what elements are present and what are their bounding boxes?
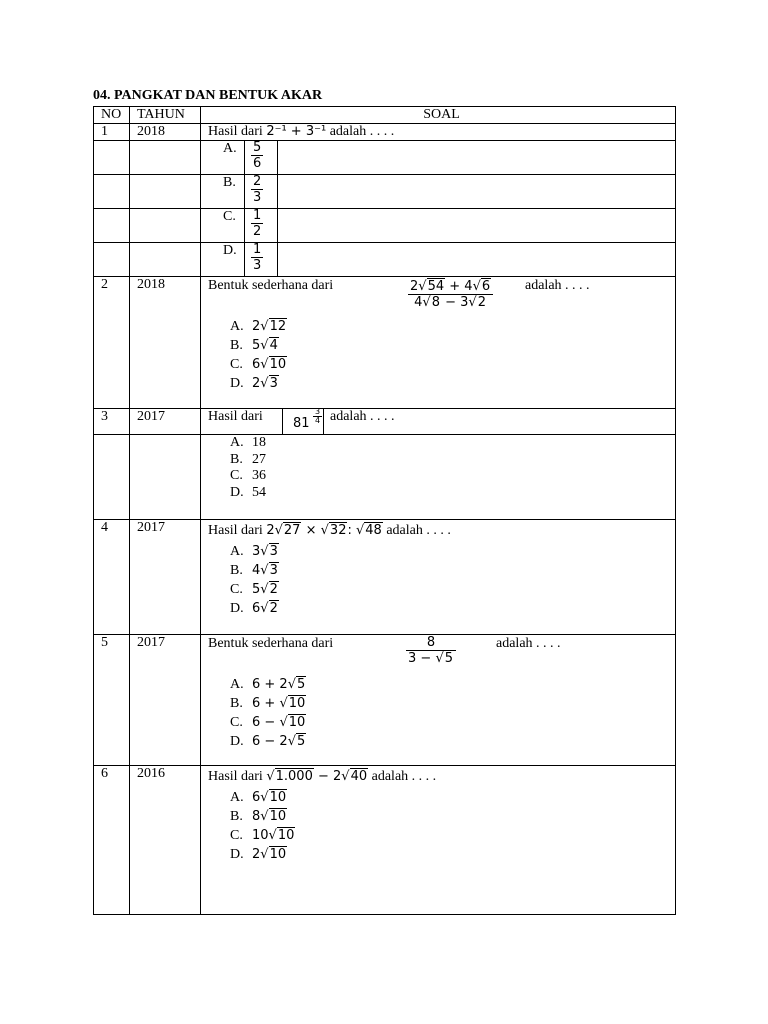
q1-expr: 2⁻¹ + 3⁻¹ — [266, 124, 327, 139]
q5-no: 5 — [94, 635, 130, 766]
q5-fraction: $\frac{8}{3 - √5}$ — [406, 635, 456, 666]
question-6-row — [94, 766, 676, 915]
q5-option-a[interactable]: A. 6 + 2√5 — [230, 677, 306, 692]
q2-option-b[interactable]: B. 5√4 — [230, 338, 278, 353]
question-4-row — [94, 520, 676, 635]
questions-table — [93, 106, 676, 915]
q2-option-d[interactable]: D. 2√3 — [230, 376, 278, 391]
q1-year: 2018 — [130, 124, 201, 141]
q3-option-c[interactable]: C. 36 — [230, 468, 266, 483]
q6-option-b[interactable]: B. 8√10 — [230, 809, 287, 824]
header-soal: SOAL — [201, 107, 676, 124]
q6-year: 2016 — [130, 766, 201, 915]
q6-no: 6 — [94, 766, 130, 915]
q3-expr-box: 81 $\frac{3}{4}$ — [282, 408, 324, 434]
q2-content: Bentuk sederhana dari $\frac{2√54 + 4√6}{4√8 - 3√2}$ adalah . . . . A. 2√12 B. 5√4 C. 6√10 D. 2√3 — [201, 277, 676, 409]
q2-option-a[interactable]: A. 2√12 — [230, 319, 287, 334]
q4-option-d[interactable]: D. 6√2 — [230, 601, 278, 616]
q1-option-c[interactable]: C. $\frac{1}{2}$ — [201, 209, 675, 242]
q3-option-b[interactable]: B. 27 — [230, 451, 266, 467]
q4-option-c[interactable]: C. 5√2 — [230, 582, 278, 597]
question-2-row — [94, 277, 676, 409]
q1-option-a-row — [94, 141, 676, 175]
q1-option-b[interactable]: B. $\frac{2}{3}$ — [201, 175, 675, 208]
q2-fraction: $\frac{2√54 + 4√6}{4√8 - 3√2}$ — [408, 279, 493, 310]
q5-content: Bentuk sederhana dari $\frac{8}{3 - √5}$ adalah . . . . A. 6 + 2√5 B. 6 + √10 C. 6 − √10 D. 6 − 2√5 — [201, 635, 676, 766]
q1-option-c-row — [94, 209, 676, 243]
q6-option-d[interactable]: D. 2√10 — [230, 847, 287, 862]
q4-option-b[interactable]: B. 4√3 — [230, 563, 278, 578]
question-5-row — [94, 635, 676, 766]
q3-option-d[interactable]: D. 54 — [230, 484, 266, 500]
q2-year: 2018 — [130, 277, 201, 409]
q1-option-d-row — [94, 243, 676, 277]
q4-content — [201, 520, 676, 635]
q1-option-b-fraction: $\frac{2}{3}$ — [253, 174, 262, 205]
q1-option-a[interactable]: A. $\frac{5}{6}$ — [201, 141, 675, 174]
q2-option-c[interactable]: C. 6√10 — [230, 357, 287, 372]
q1-option-a-fraction: $\frac{5}{6}$ — [253, 140, 262, 171]
q4-year: 2017 — [130, 520, 201, 635]
q1-option-b-row — [94, 175, 676, 209]
q2-stem: Bentuk sederhana dari — [208, 278, 334, 293]
question-3-row — [94, 409, 676, 435]
q5-stem: Bentuk sederhana dari — [208, 636, 334, 651]
q1-no: 1 — [94, 124, 130, 141]
q5-option-b[interactable]: B. 6 + √10 — [230, 696, 306, 711]
q3-options — [201, 435, 676, 520]
q3-options-row — [94, 435, 676, 520]
question-1-row — [94, 124, 676, 141]
q5-option-c[interactable]: C. 6 − √10 — [230, 715, 306, 730]
q1-stem: Hasil dari 2⁻¹ + 3⁻¹ adalah . . . . — [201, 124, 676, 141]
q3-stem: Hasil dari 81 $\frac{3}{4}$ adalah . . . . — [201, 409, 676, 435]
q1-option-c-fraction: $\frac{1}{2}$ — [253, 208, 262, 239]
q6-content — [201, 766, 676, 915]
q4-stem: Hasil dari 2√27 × √32: √48 adalah . . . . — [208, 523, 451, 538]
q3-option-a[interactable]: A. 18 — [230, 435, 266, 450]
table-header — [94, 107, 676, 124]
q3-no: 3 — [94, 409, 130, 435]
page-title: 04. PANGKAT DAN BENTUK AKAR — [93, 88, 323, 103]
header-year: TAHUN — [130, 107, 201, 124]
q2-no: 2 — [94, 277, 130, 409]
q6-stem: Hasil dari √1.000 − 2√40 adalah . . . . — [208, 769, 437, 784]
q6-option-a[interactable]: A. 6√10 — [230, 790, 287, 805]
q4-no: 4 — [94, 520, 130, 635]
q1-option-d[interactable]: D. $\frac{1}{3}$ — [201, 243, 675, 276]
q4-option-a[interactable]: A. 3√3 — [230, 544, 278, 559]
q1-option-d-fraction: $\frac{1}{3}$ — [253, 242, 262, 273]
header-no: NO — [94, 107, 130, 124]
q6-option-c[interactable]: C. 10√10 — [230, 828, 295, 843]
q5-year: 2017 — [130, 635, 201, 766]
q5-option-d[interactable]: D. 6 − 2√5 — [230, 734, 306, 749]
q3-year: 2017 — [130, 409, 201, 435]
